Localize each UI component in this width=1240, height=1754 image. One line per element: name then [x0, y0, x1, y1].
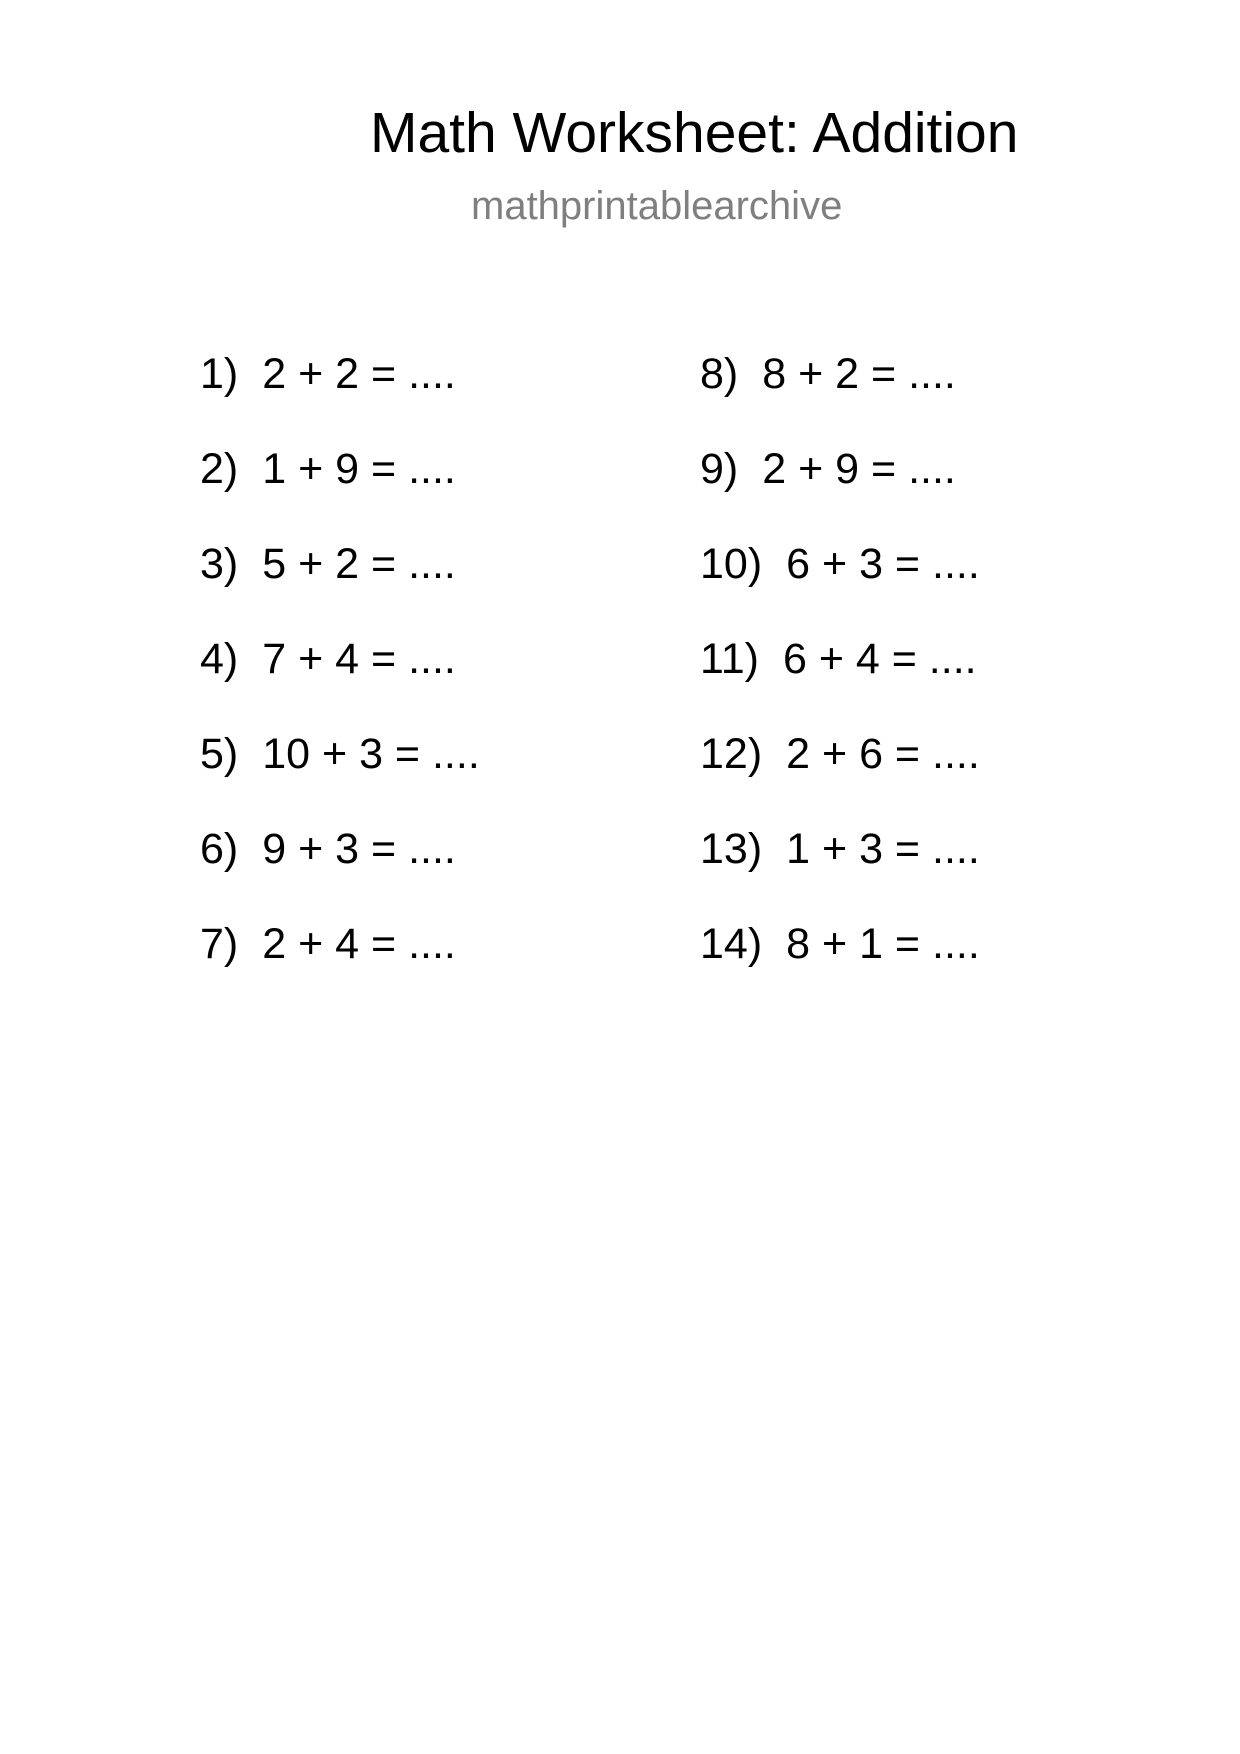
problem-expression: 5 + 2 = ....	[262, 540, 456, 588]
problem-expression: 10 + 3 = ....	[262, 730, 480, 778]
problem-expression: 2 + 2 = ....	[262, 350, 456, 398]
problem-item	[200, 728, 480, 823]
problem-item	[700, 443, 980, 538]
problem-item	[200, 633, 480, 728]
problem-expression: 6 + 4 = ....	[782, 635, 977, 683]
problem-number: 3)	[200, 540, 239, 588]
problem-item	[200, 443, 480, 538]
problem-item	[700, 823, 980, 918]
problem-item	[200, 823, 480, 918]
problem-expression: 2 + 6 = ....	[786, 730, 980, 778]
problem-number: 11)	[700, 635, 759, 683]
problem-item	[700, 348, 980, 443]
problem-number: 12)	[700, 730, 763, 778]
problem-number: 13)	[700, 825, 763, 873]
problem-expression: 8 + 1 = ....	[786, 920, 980, 968]
problem-column-right	[700, 348, 980, 1013]
problem-item	[700, 728, 980, 823]
problem-item	[700, 633, 980, 728]
problem-expression: 1 + 9 = ....	[262, 445, 456, 493]
problem-item	[700, 918, 980, 1013]
problem-expression: 8 + 2 = ....	[762, 350, 956, 398]
page-title: Math Worksheet: Addition	[370, 101, 1019, 165]
problem-column-left	[200, 348, 480, 1013]
problem-number: 9)	[700, 445, 739, 493]
problem-number: 10)	[700, 540, 763, 588]
problem-expression: 2 + 4 = ....	[262, 920, 456, 968]
problem-expression: 1 + 3 = ....	[786, 825, 980, 873]
problem-item	[200, 348, 480, 443]
problem-number: 6)	[200, 825, 239, 873]
problem-number: 14)	[700, 920, 763, 968]
problem-number: 8)	[700, 350, 739, 398]
page-subtitle: mathprintablearchive	[471, 184, 843, 228]
problem-item	[200, 918, 480, 1013]
problem-number: 5)	[200, 730, 239, 778]
problem-expression: 6 + 3 = ....	[786, 540, 980, 588]
problem-number: 2)	[200, 445, 239, 493]
problem-number: 4)	[200, 635, 239, 683]
problem-number: 7)	[200, 920, 239, 968]
problem-expression: 7 + 4 = ....	[262, 635, 456, 683]
problem-item	[700, 538, 980, 633]
problem-item	[200, 538, 480, 633]
problem-expression: 2 + 9 = ....	[762, 445, 956, 493]
problem-expression: 9 + 3 = ....	[262, 825, 456, 873]
problem-number: 1)	[200, 350, 239, 398]
